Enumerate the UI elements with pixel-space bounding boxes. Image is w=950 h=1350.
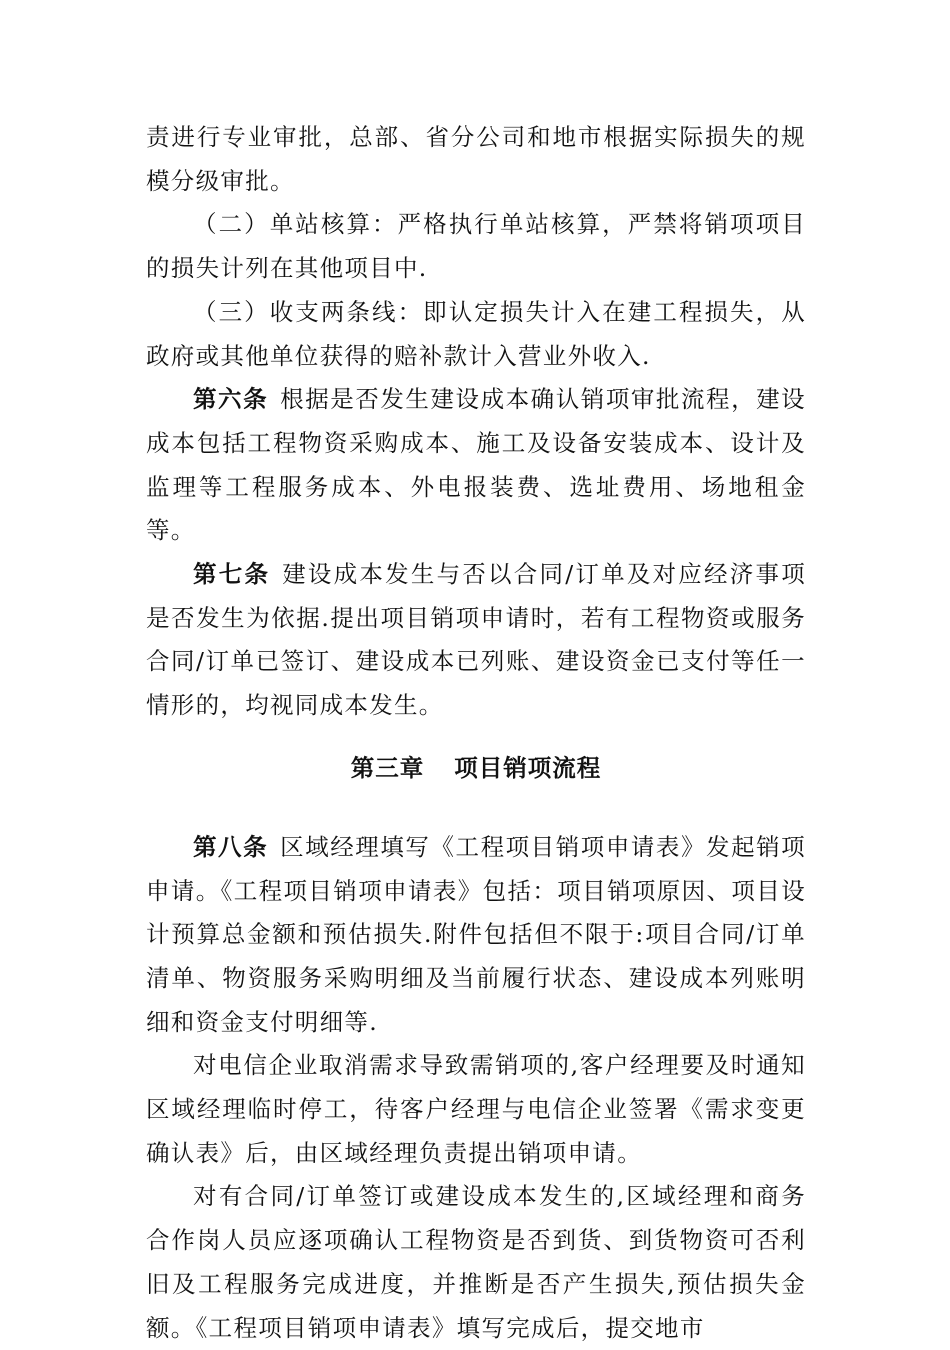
article-8: [146, 826, 806, 1045]
article-8-label: 第八条: [193, 832, 269, 861]
article-7-label: 第七条: [193, 560, 271, 589]
article-6-text: 根据是否发生建设成本确认销项审批流程，建设成本包括工程物资采购成本、施工及设备安装成本、设计及监理等工程服务成本、外电报装费、选址费用、场地租金等。: [146, 385, 806, 545]
paragraph-approval-scope: 责进行专业审批，总部、省分公司和地市根据实际损失的规模分级审批。: [146, 123, 806, 195]
paragraph-single-station-accounting: （二）单站核算：严格执行单站核算，严禁将销项项目的损失计列在其他项目中.: [146, 210, 806, 283]
chapter-heading: [146, 728, 806, 826]
paragraph-demand-cancellation: 对电信企业取消需求导致需销项的,客户经理要及时通知区域经理临时停工，待客户经理与电信企业签署《需求变更确认表》后，由区域经理负责提出销项申请。: [146, 1051, 806, 1167]
paragraph-loss-estimation: 对有合同/订单签订或建设成本发生的,区域经理和商务合作岗人员应逐项确认工程物资是否到货、到货物资可否利旧及工程服务完成进度，并推断是否产生损失,预估损失金额。《工程项目销项申请表》填写完成后，提交地市: [146, 1182, 806, 1342]
document-body: [146, 116, 806, 1350]
article-7: [146, 553, 806, 728]
article-6: [146, 378, 806, 553]
article-8-text: 区域经理填写《工程项目销项申请表》发起销项申请。《工程项目销项申请表》包括：项目销项原因、项目设计预算总金额和预估损失.附件包括但不限于:项目合同/订单清单、物资服务采购明细及当前履行状态、建设成本列账明细和资金支付明细等.: [146, 832, 806, 1036]
paragraph-two-lines: （三）收支两条线：即认定损失计入在建工程损失，从政府或其他单位获得的赔补款计入营业外收入.: [146, 297, 806, 370]
chapter-title: 项目销项流程: [454, 753, 602, 782]
article-6-label: 第六条: [193, 385, 269, 414]
chapter-number: 第三章: [350, 753, 425, 782]
article-7-text: 建设成本发生与否以合同/订单及对应经济事项是否发生为依据.提出项目销项申请时，若有工程物资或服务合同/订单已签订、建设成本已列账、建设资金已支付等任一情形的，均视同成本发生。: [146, 560, 807, 720]
